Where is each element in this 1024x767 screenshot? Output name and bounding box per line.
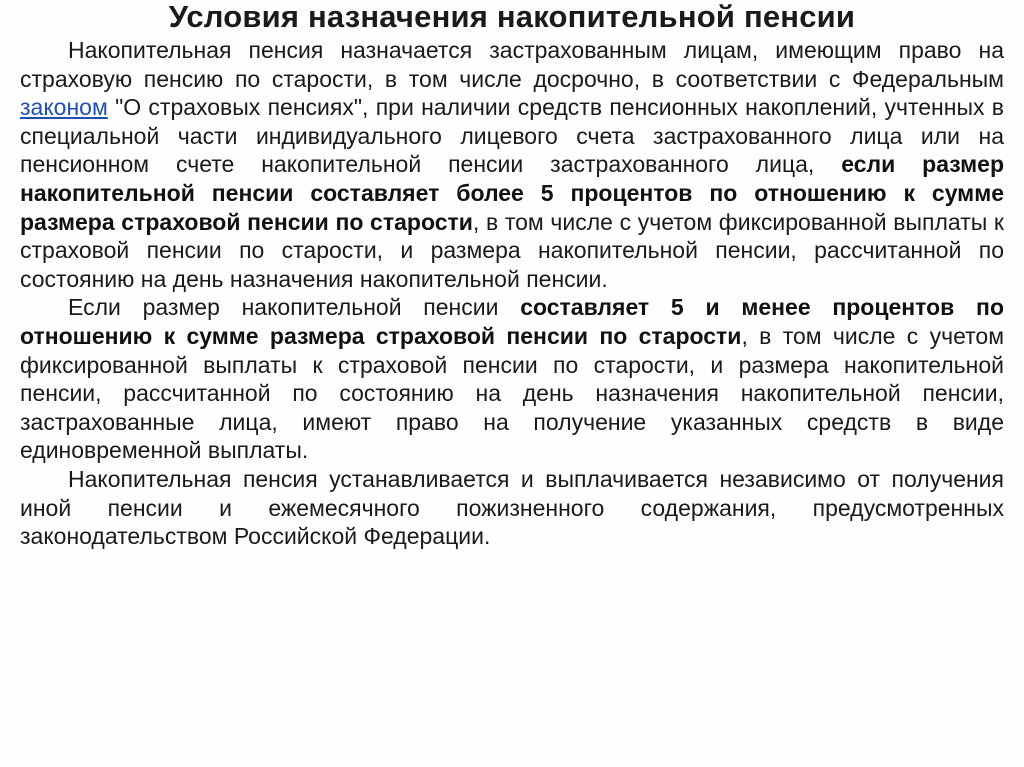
paragraph-2-text-2: , в том числе с учетом фиксированной выплаты к страховой пенсии по старости, и размера накопительной пенсии, рассчитанной по состоянию на день назначения накопительной пенсии, застрахованные лица, имеют право на получение указанных средств в виде единовременной выплаты.	[20, 322, 1005, 464]
paragraph-3	[20, 465, 1004, 551]
paragraph-1	[20, 36, 1004, 293]
paragraph-1-bold: если размер накопительной пенсии составляет более 5 процентов по отношению к сумме размера страховой пенсии по старости	[20, 151, 1004, 235]
paragraph-2	[20, 293, 1004, 465]
law-link[interactable]: законом	[20, 94, 108, 121]
document-body	[20, 36, 1004, 551]
paragraph-1-text-1: Накопительная пенсия назначается застрахованным лицам, имеющим право на страховую пенсию по старости, в том числе досрочно, в соответствии с Федеральным	[20, 37, 1004, 92]
paragraph-2-bold: составляет 5 и менее процентов по отношению к сумме размера страховой пенсии по старости	[20, 294, 1005, 349]
paragraph-3-text: Накопительная пенсия устанавливается и выплачивается независимо от получения иной пенсии и ежемесячного пожизненного содержания, предусмотренных законодательством Российской Федерации.	[20, 465, 1004, 550]
paragraph-1-text-2: "О страховых пенсиях", при наличии средств пенсионных накоплений, учтенных в специальной части индивидуального лицевого счета застрахованного лица или на пенсионном счете накопительной пенсии застрахованного лица,	[20, 94, 1005, 178]
paragraph-1-text-3: , в том числе с учетом фиксированной выплаты к страховой пенсии по старости, и размера накопительной пенсии, рассчитанной по состоянию на день назначения накопительной пенсии.	[20, 208, 1004, 292]
paragraph-2-text-1: Если размер накопительной пенсии	[68, 294, 499, 321]
page-title: Условия назначения накопительной пенсии	[168, 0, 856, 34]
